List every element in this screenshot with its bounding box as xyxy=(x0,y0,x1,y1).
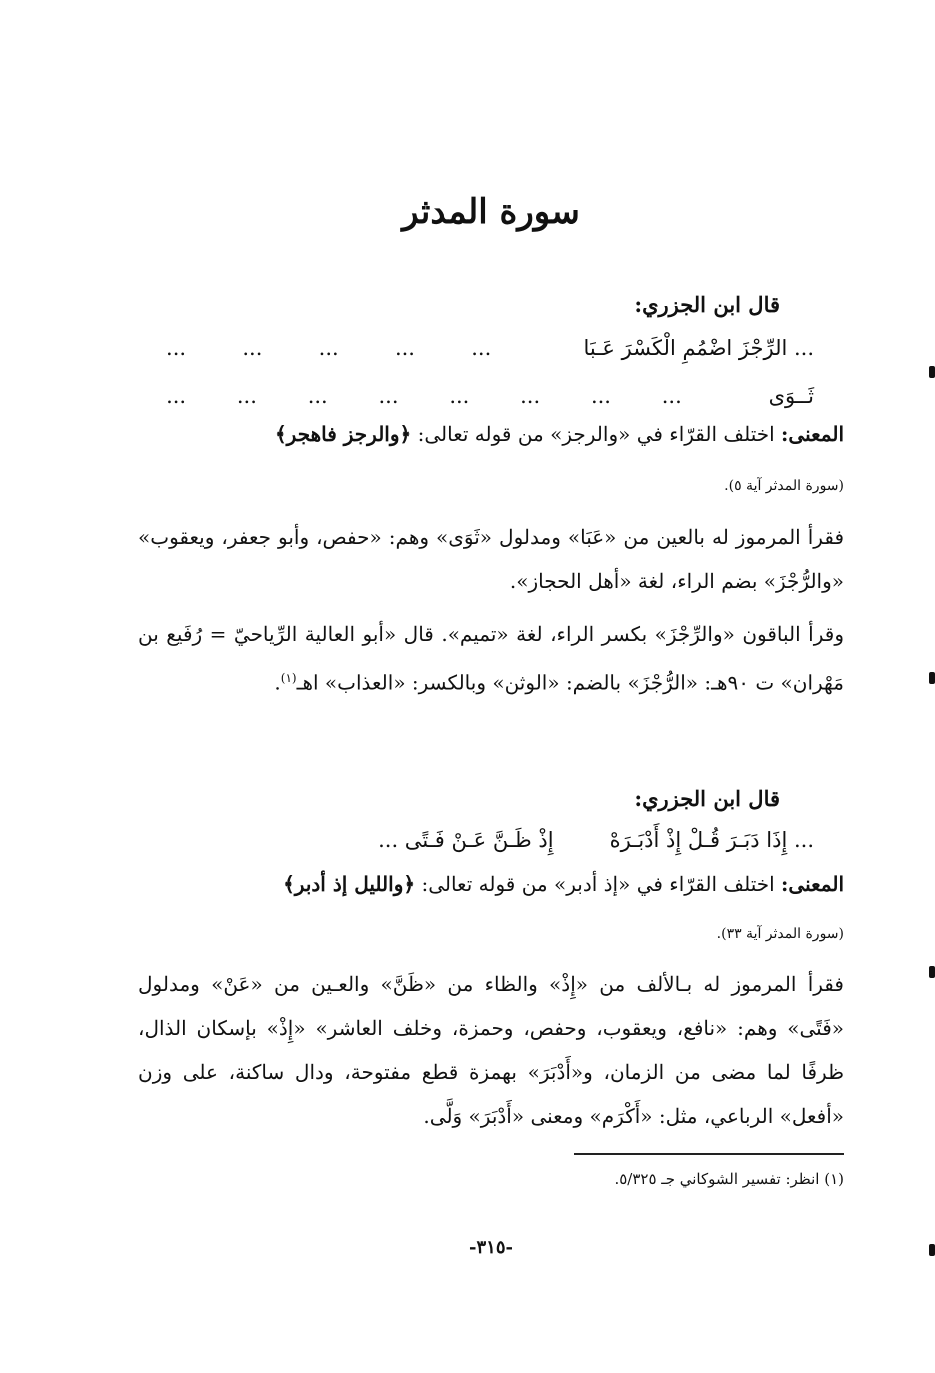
scan-mark xyxy=(929,966,935,978)
meaning-text: اختلف القرّاء في «إذ أدبر» من قوله تعالى: xyxy=(421,872,775,896)
verse-dots: ... xyxy=(236,384,257,408)
verse-dots: ... xyxy=(394,336,415,360)
verse-text: إِذْ ظَـنَّ عَـنْ فَـتًى ... xyxy=(378,828,554,852)
verse-reference: (سورة المدثر آية ٥). xyxy=(724,478,844,494)
meaning-label: المعنى: xyxy=(781,422,844,446)
verse-dots: ... xyxy=(471,336,492,360)
scan-mark xyxy=(929,366,935,378)
verse-dots: ... xyxy=(590,384,611,408)
verse-dots: ... xyxy=(520,384,541,408)
verse-text: ... الرِّجْزَ اضْمُمِ الْكَسْرَ عَـبَا xyxy=(583,336,814,360)
verse-reference: (سورة المدثر آية ٣٣). xyxy=(716,926,844,942)
section-1-heading: قال ابن الجزري: xyxy=(634,292,780,317)
verse-dots: ... xyxy=(661,384,682,408)
body-paragraph: فقرأ المرموز له بالعين من «عَبَا» ومدلول «ثَوَى» وهم: «حفص، وأبو جعفر، ويعقوب» «والرُّجْزَ» بضم الراء، لغة «أهل الحجاز». xyxy=(138,525,844,593)
verse-dots: ... xyxy=(449,384,470,408)
meaning-label: المعنى: xyxy=(781,872,844,896)
verse-dots: ... xyxy=(242,336,263,360)
meaning-paragraph xyxy=(138,862,844,906)
meaning-paragraph xyxy=(138,412,844,456)
body-text: وقرأ الباقون «والرِّجْزَ» بكسر الراء، لغة «تميم». قال «أبو العالية الرِّياحيّ = رُفَيع بن مَهْران» ت ٩٠هـ: «الرُّجْزَ» بالضم: «الوثن» وبالكسر: «العذاب» اهـ xyxy=(138,622,844,695)
page-number: -٣١٥- xyxy=(469,1237,513,1258)
scan-mark xyxy=(929,1244,935,1256)
meaning-text: اختلف القرّاء في «والرجز» من قوله تعالى: xyxy=(417,422,775,446)
verse-dots: ... xyxy=(378,384,399,408)
page-title: سورة المدثر xyxy=(402,192,580,232)
verse-dots: ... xyxy=(307,384,328,408)
footnote-divider xyxy=(574,1153,844,1155)
verse-line xyxy=(166,336,814,360)
scan-mark xyxy=(929,672,935,684)
quran-quote: ﴿والليل إذ أدبر﴾ xyxy=(283,872,416,896)
page xyxy=(138,0,844,1373)
verse-dots: ... xyxy=(318,336,339,360)
body-paragraph: وقرأ الباقون «والرِّجْزَ» بكسر الراء، لغة «تميم». قال «أبو العالية الرِّياحيّ = رُفَيع بن مَهْران» ت ٩٠هـ: «الرُّجْزَ» بالضم: «الوثن» وبالكسر: «العذاب» اهـ$^{(١)}$. xyxy=(138,622,844,695)
footnote-marker: (١) xyxy=(280,671,297,685)
body-paragraph: فقرأ المرموز له بـالألف من «إِذْ» والظاء من «ظَنَّ» والعـين من «عَنْ» ومدلول «فَتًى» وهم: «نافع، ويعقوب، وحفص، وحمزة، وخلف العاشر» «إِذْ» بإسكان الذال، ظرفًا لما مضى من الزمان، و«أَدْبَرَ» بهمزة قطع مفتوحة، ودال ساكنة، على وزن «أفعل» الرباعي، مثل: «أَكْرَم» ومعنى «أَدْبَرَ» وَلَّى. xyxy=(138,972,844,1128)
verse-text: ... إِذَا دَبَـرَ قُـلْ إِذْ أَدْبَـرَهْ xyxy=(609,828,814,852)
verse-line xyxy=(166,384,814,408)
verse-dots: ... xyxy=(166,384,187,408)
quran-quote: ﴿والرجز فاهجر﴾ xyxy=(274,422,412,446)
verse-text: ثَــوَى xyxy=(768,384,814,408)
verse-line xyxy=(166,828,814,852)
footnote: (١) انظر: تفسير الشوكاني جـ ٥/٣٢٥. xyxy=(614,1170,844,1188)
section-2-heading: قال ابن الجزري: xyxy=(634,786,780,811)
verse-dots: ... xyxy=(166,336,187,360)
